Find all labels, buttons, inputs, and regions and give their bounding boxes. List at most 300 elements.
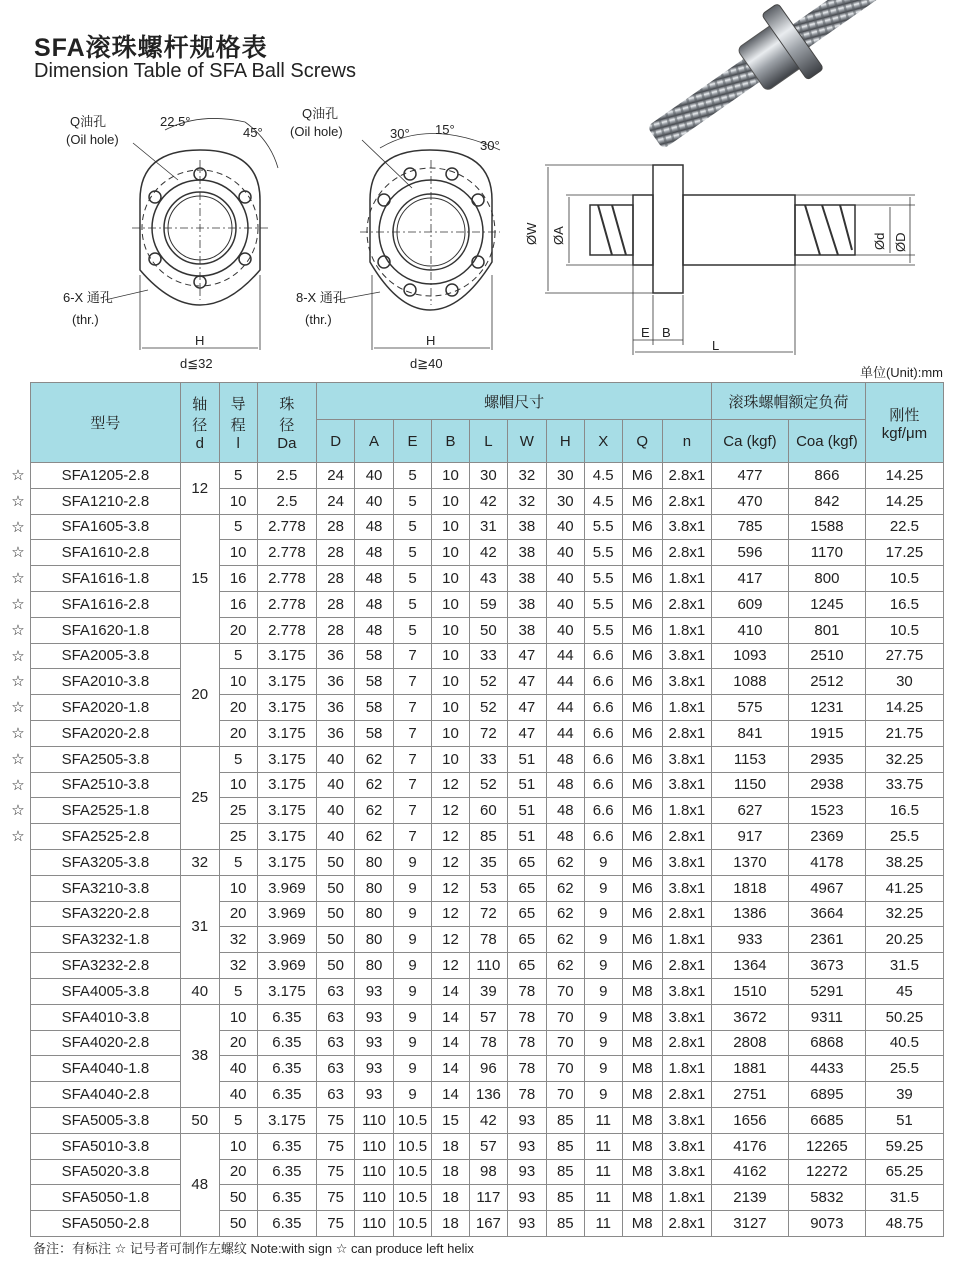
table-cell: 10	[431, 617, 469, 643]
table-cell: 65.25	[865, 1159, 943, 1185]
table-cell: 2.5	[257, 463, 316, 489]
flange-drawing-8-hole	[337, 133, 500, 350]
table-cell: 14.25	[865, 695, 943, 721]
table-cell: 417	[712, 566, 789, 592]
table-cell: 5	[219, 643, 257, 669]
table-cell: 2.778	[257, 514, 316, 540]
table-cell: 11	[584, 1185, 622, 1211]
table-cell: 50	[317, 927, 355, 953]
table-cell: 80	[355, 953, 394, 979]
table-cell: 7	[394, 643, 432, 669]
model-cell: SFA2510-3.8	[31, 772, 181, 798]
table-cell: 110	[469, 953, 507, 979]
table-cell: 40	[317, 772, 355, 798]
table-cell: 3.175	[257, 695, 316, 721]
star-icon: ☆	[11, 828, 25, 846]
table-cell: 5	[394, 514, 432, 540]
table-cell: 78	[507, 1082, 546, 1108]
table-cell: M8	[622, 978, 662, 1004]
table-cell: 1588	[788, 514, 865, 540]
shaft-diameter-cell: 40	[180, 978, 219, 1004]
table-cell: 65	[507, 875, 546, 901]
table-cell: 50	[317, 875, 355, 901]
table-cell: 72	[469, 720, 507, 746]
table-cell: 10	[431, 488, 469, 514]
table-cell: 28	[317, 591, 355, 617]
table-cell: 2.8x1	[662, 720, 711, 746]
table-cell: 110	[355, 1159, 394, 1185]
table-cell: 63	[317, 1004, 355, 1030]
table-cell: 2808	[712, 1030, 789, 1056]
model-cell: SFA3220-2.8	[31, 901, 181, 927]
table-cell: M6	[622, 927, 662, 953]
table-cell: 1510	[712, 978, 789, 1004]
table-cell: 39	[469, 978, 507, 1004]
table-cell: M6	[622, 540, 662, 566]
table-row	[31, 463, 944, 489]
table-cell: 25.5	[865, 1056, 943, 1082]
table-cell: 4178	[788, 849, 865, 875]
table-cell: 33.75	[865, 772, 943, 798]
h-label-mid: H	[426, 333, 436, 348]
table-cell: 1088	[712, 669, 789, 695]
table-cell: 14.25	[865, 488, 943, 514]
table-cell: 16	[219, 566, 257, 592]
table-cell: 93	[355, 1082, 394, 1108]
model-cell: SFA5050-2.8	[31, 1211, 181, 1237]
table-cell: 9	[394, 901, 432, 927]
dim-d-small-label: Ød	[872, 232, 887, 250]
star-icon: ☆	[11, 724, 25, 742]
table-cell: 1150	[712, 772, 789, 798]
table-cell: 75	[317, 1107, 355, 1133]
table-cell: 30	[469, 463, 507, 489]
table-cell: 80	[355, 901, 394, 927]
table-cell: 5	[394, 540, 432, 566]
table-cell: 60	[469, 798, 507, 824]
table-cell: 20.25	[865, 927, 943, 953]
table-cell: 72	[469, 901, 507, 927]
table-cell: 5.5	[584, 591, 622, 617]
table-cell: 2.8x1	[662, 953, 711, 979]
table-cell: M8	[622, 1030, 662, 1056]
table-cell: 12	[431, 849, 469, 875]
footnote: 备注：有标注 ☆ 记号者可制作左螺纹 Note:with sign ☆ can produce left helix	[33, 1241, 474, 1256]
table-cell: 2510	[788, 643, 865, 669]
table-cell: 1386	[712, 901, 789, 927]
model-cell: SFA5020-3.8	[31, 1159, 181, 1185]
table-cell: 85	[469, 824, 507, 850]
table-cell: 65	[507, 849, 546, 875]
table-cell: 36	[317, 720, 355, 746]
dim-a-label: ØA	[551, 226, 566, 245]
table-row	[31, 1133, 944, 1159]
header-lead-line3: l	[236, 435, 240, 452]
table-cell: 75	[317, 1133, 355, 1159]
table-cell: 3.8x1	[662, 669, 711, 695]
table-cell: 1.8x1	[662, 1185, 711, 1211]
table-cell: 9	[584, 901, 622, 927]
unit-label: 单位(Unit):mm	[859, 365, 943, 380]
table-cell: M6	[622, 566, 662, 592]
header-ball-line3: Da	[277, 435, 297, 452]
table-cell: 48.75	[865, 1211, 943, 1237]
subheader-7: X	[584, 420, 622, 463]
dim-w-label: ØW	[524, 222, 539, 245]
table-cell: 40	[546, 566, 584, 592]
table-cell: 40	[317, 746, 355, 772]
angle-22-5-left: 22.5°	[160, 114, 191, 129]
table-cell: 48	[546, 772, 584, 798]
table-row	[31, 849, 944, 875]
table-cell: 9	[584, 927, 622, 953]
table-cell: 1093	[712, 643, 789, 669]
table-cell: 2.778	[257, 617, 316, 643]
table-cell: 10	[431, 643, 469, 669]
star-icon: ☆	[11, 776, 25, 794]
table-cell: 410	[712, 617, 789, 643]
star-icon: ☆	[11, 544, 25, 562]
table-cell: 20	[219, 1159, 257, 1185]
table-cell: 11	[584, 1133, 622, 1159]
table-cell: 1.8x1	[662, 566, 711, 592]
table-cell: 3.8x1	[662, 746, 711, 772]
table-cell: 65	[507, 953, 546, 979]
table-cell: 9	[394, 1030, 432, 1056]
table-cell: 14	[431, 978, 469, 1004]
table-cell: 48	[546, 798, 584, 824]
table-cell: 5832	[788, 1185, 865, 1211]
table-cell: 10	[431, 746, 469, 772]
table-cell: 80	[355, 875, 394, 901]
star-icon: ☆	[11, 621, 25, 639]
table-cell: 110	[355, 1185, 394, 1211]
table-cell: 10.5	[865, 617, 943, 643]
table-cell: 58	[355, 669, 394, 695]
table-cell: 38.25	[865, 849, 943, 875]
table-cell: 1170	[788, 540, 865, 566]
table-cell: 596	[712, 540, 789, 566]
table-cell: 2.8x1	[662, 901, 711, 927]
table-cell: 62	[546, 901, 584, 927]
table-cell: 22.5	[865, 514, 943, 540]
header-lead	[219, 383, 257, 463]
table-cell: 44	[546, 695, 584, 721]
table-cell: M6	[622, 772, 662, 798]
table-cell: 2.778	[257, 566, 316, 592]
table-cell: 9	[584, 875, 622, 901]
shaft-diameter-cell: 32	[180, 849, 219, 875]
table-cell: 5	[394, 617, 432, 643]
table-cell: 51	[507, 824, 546, 850]
table-cell: 7	[394, 746, 432, 772]
table-row	[31, 1056, 944, 1082]
table-cell: 63	[317, 1056, 355, 1082]
model-cell: SFA4040-1.8	[31, 1056, 181, 1082]
table-cell: 12	[431, 824, 469, 850]
table-cell: 5	[219, 463, 257, 489]
table-cell: 62	[546, 875, 584, 901]
table-cell: 5291	[788, 978, 865, 1004]
table-cell: 51	[507, 772, 546, 798]
star-icon: ☆	[11, 467, 25, 484]
table-cell: 40	[355, 463, 394, 489]
angle-45-left: 45°	[243, 125, 263, 140]
angle-30-a-mid: 30°	[390, 126, 410, 141]
table-cell: 477	[712, 463, 789, 489]
table-cell: 6.35	[257, 1056, 316, 1082]
model-cell: SFA3232-2.8	[31, 953, 181, 979]
table-cell: 93	[507, 1159, 546, 1185]
subheader-3: B	[431, 420, 469, 463]
shaft-diameter-cell: 12	[180, 463, 219, 515]
table-cell: 47	[507, 695, 546, 721]
table-cell: 6.35	[257, 1082, 316, 1108]
table-cell: 110	[355, 1211, 394, 1237]
table-cell: 2369	[788, 824, 865, 850]
table-cell: 65	[507, 927, 546, 953]
table-cell: 6.35	[257, 1185, 316, 1211]
table-cell: 59	[469, 591, 507, 617]
table-cell: 50	[219, 1211, 257, 1237]
table-cell: 10	[431, 591, 469, 617]
star-icon: ☆	[11, 699, 25, 717]
table-cell: 27.75	[865, 643, 943, 669]
table-row	[31, 695, 944, 721]
table-cell: 1231	[788, 695, 865, 721]
table-cell: 78	[469, 1030, 507, 1056]
table-cell: 40	[546, 591, 584, 617]
table-cell: 30	[865, 669, 943, 695]
table-cell: 10	[431, 669, 469, 695]
table-cell: 933	[712, 927, 789, 953]
table-cell: 44	[546, 643, 584, 669]
table-cell: 10.5	[865, 566, 943, 592]
star-icon: ☆	[11, 492, 25, 510]
table-cell: 9	[394, 875, 432, 901]
table-row	[31, 953, 944, 979]
table-cell: 2.8x1	[662, 1030, 711, 1056]
table-cell: 785	[712, 514, 789, 540]
table-cell: 85	[546, 1211, 584, 1237]
model-cell: SFA2010-3.8	[31, 669, 181, 695]
table-cell: 12	[431, 798, 469, 824]
table-cell: 3.969	[257, 875, 316, 901]
table-cell: 2.8x1	[662, 540, 711, 566]
table-cell: 9073	[788, 1211, 865, 1237]
shaft-diameter-cell: 15	[180, 514, 219, 643]
table-cell: 50	[469, 617, 507, 643]
table-row	[31, 1082, 944, 1108]
table-cell: M6	[622, 849, 662, 875]
subheader-5: W	[507, 420, 546, 463]
table-cell: 50	[317, 901, 355, 927]
table-cell: 51	[865, 1107, 943, 1133]
table-cell: 10	[431, 540, 469, 566]
table-cell: 5.5	[584, 540, 622, 566]
table-cell: 75	[317, 1211, 355, 1237]
table-cell: 842	[788, 488, 865, 514]
table-cell: 3.175	[257, 849, 316, 875]
table-cell: 75	[317, 1185, 355, 1211]
oil-hole-label-left: Q油孔	[70, 114, 107, 129]
table-cell: 10	[219, 669, 257, 695]
table-cell: 9	[394, 1082, 432, 1108]
table-cell: 1.8x1	[662, 617, 711, 643]
table-cell: 3.8x1	[662, 772, 711, 798]
table-cell: 3.8x1	[662, 643, 711, 669]
table-cell: 40	[219, 1056, 257, 1082]
table-cell: 18	[431, 1133, 469, 1159]
table-cell: 10	[431, 463, 469, 489]
table-cell: 15	[431, 1107, 469, 1133]
shaft-diameter-cell: 48	[180, 1133, 219, 1236]
table-cell: 25	[219, 824, 257, 850]
table-cell: 4967	[788, 875, 865, 901]
table-cell: 1.8x1	[662, 927, 711, 953]
table-cell: 5	[219, 849, 257, 875]
table-cell: 40	[546, 617, 584, 643]
table-cell: 2938	[788, 772, 865, 798]
table-cell: 16.5	[865, 798, 943, 824]
table-cell: 2.8x1	[662, 824, 711, 850]
table-row	[31, 1030, 944, 1056]
table-cell: 38	[507, 514, 546, 540]
table-cell: 9	[584, 1030, 622, 1056]
table-cell: 5	[394, 488, 432, 514]
model-cell: SFA3232-1.8	[31, 927, 181, 953]
table-cell: 2.8x1	[662, 591, 711, 617]
table-cell: 85	[546, 1185, 584, 1211]
star-icon: ☆	[11, 673, 25, 691]
table-cell: 14	[431, 1030, 469, 1056]
table-cell: 44	[546, 720, 584, 746]
table-cell: 3127	[712, 1211, 789, 1237]
table-cell: 3.8x1	[662, 978, 711, 1004]
table-cell: 38	[507, 591, 546, 617]
table-cell: 80	[355, 849, 394, 875]
table-cell: 3672	[712, 1004, 789, 1030]
table-cell: M6	[622, 875, 662, 901]
table-cell: 20	[219, 720, 257, 746]
table-cell: 3.8x1	[662, 875, 711, 901]
table-cell: 10.5	[394, 1185, 432, 1211]
table-cell: 70	[546, 1004, 584, 1030]
table-cell: 93	[355, 1056, 394, 1082]
thr-label-mid: (thr.)	[305, 312, 332, 327]
table-cell: 17.25	[865, 540, 943, 566]
model-cell: SFA1616-2.8	[31, 591, 181, 617]
table-cell: 50	[317, 849, 355, 875]
table-cell: 62	[355, 746, 394, 772]
header-model: 型号	[31, 383, 181, 463]
table-cell: 31.5	[865, 953, 943, 979]
table-cell: 40.5	[865, 1030, 943, 1056]
table-cell: 117	[469, 1185, 507, 1211]
table-cell: 38	[507, 566, 546, 592]
subheader-0: D	[317, 420, 355, 463]
table-cell: 93	[355, 1030, 394, 1056]
table-cell: 6.6	[584, 695, 622, 721]
table-cell: 5	[219, 1107, 257, 1133]
table-cell: 28	[317, 514, 355, 540]
table-cell: 3.969	[257, 953, 316, 979]
table-cell: 9311	[788, 1004, 865, 1030]
shaft-diameter-cell: 25	[180, 746, 219, 849]
table-cell: 627	[712, 798, 789, 824]
table-cell: 32	[507, 463, 546, 489]
model-cell: SFA4010-3.8	[31, 1004, 181, 1030]
table-cell: 2.8x1	[662, 463, 711, 489]
table-cell: 42	[469, 1107, 507, 1133]
table-cell: 16.5	[865, 591, 943, 617]
header-shaft	[180, 383, 219, 463]
table-cell: 6.6	[584, 669, 622, 695]
table-row	[31, 540, 944, 566]
table-cell: 2139	[712, 1185, 789, 1211]
table-cell: 62	[355, 772, 394, 798]
table-cell: 58	[355, 643, 394, 669]
table-cell: M8	[622, 1082, 662, 1108]
table-cell: 7	[394, 772, 432, 798]
model-cell: SFA4020-2.8	[31, 1030, 181, 1056]
table-cell: 31	[469, 514, 507, 540]
table-cell: 12	[431, 953, 469, 979]
table-cell: 1523	[788, 798, 865, 824]
header-shaft-line3: d	[195, 435, 204, 452]
table-cell: 5	[219, 978, 257, 1004]
table-cell: 52	[469, 772, 507, 798]
table-cell: M6	[622, 824, 662, 850]
table-cell: M6	[622, 488, 662, 514]
table-cell: 3.969	[257, 901, 316, 927]
table-cell: 7	[394, 824, 432, 850]
header-lead-line2: 程	[230, 417, 246, 434]
table-cell: 1818	[712, 875, 789, 901]
left-helix-markers	[8, 463, 28, 850]
table-cell: 575	[712, 695, 789, 721]
table-cell: 42	[469, 540, 507, 566]
table-cell: 3.8x1	[662, 514, 711, 540]
model-cell: SFA1610-2.8	[31, 540, 181, 566]
table-cell: 10	[219, 1004, 257, 1030]
table-cell: 6.6	[584, 772, 622, 798]
table-cell: 98	[469, 1159, 507, 1185]
table-cell: 39	[865, 1082, 943, 1108]
table-cell: M6	[622, 953, 662, 979]
model-cell: SFA5010-3.8	[31, 1133, 181, 1159]
holes-label-mid: 8-X 通孔	[296, 290, 346, 305]
table-cell: 30	[546, 488, 584, 514]
table-cell: 136	[469, 1082, 507, 1108]
table-cell: 4433	[788, 1056, 865, 1082]
table-cell: 3664	[788, 901, 865, 927]
table-cell: 10.5	[394, 1133, 432, 1159]
header-rigidity-line1: 刚性	[889, 406, 920, 424]
table-cell: 3.175	[257, 824, 316, 850]
table-cell: M8	[622, 1159, 662, 1185]
table-cell: 110	[355, 1107, 394, 1133]
table-cell: 6.35	[257, 1030, 316, 1056]
table-cell: 5	[219, 514, 257, 540]
model-cell: SFA5050-1.8	[31, 1185, 181, 1211]
table-cell: 3.175	[257, 772, 316, 798]
table-cell: 58	[355, 695, 394, 721]
table-row	[31, 1107, 944, 1133]
table-cell: 6.6	[584, 720, 622, 746]
header-rigidity	[865, 383, 943, 463]
star-icon: ☆	[11, 518, 25, 536]
